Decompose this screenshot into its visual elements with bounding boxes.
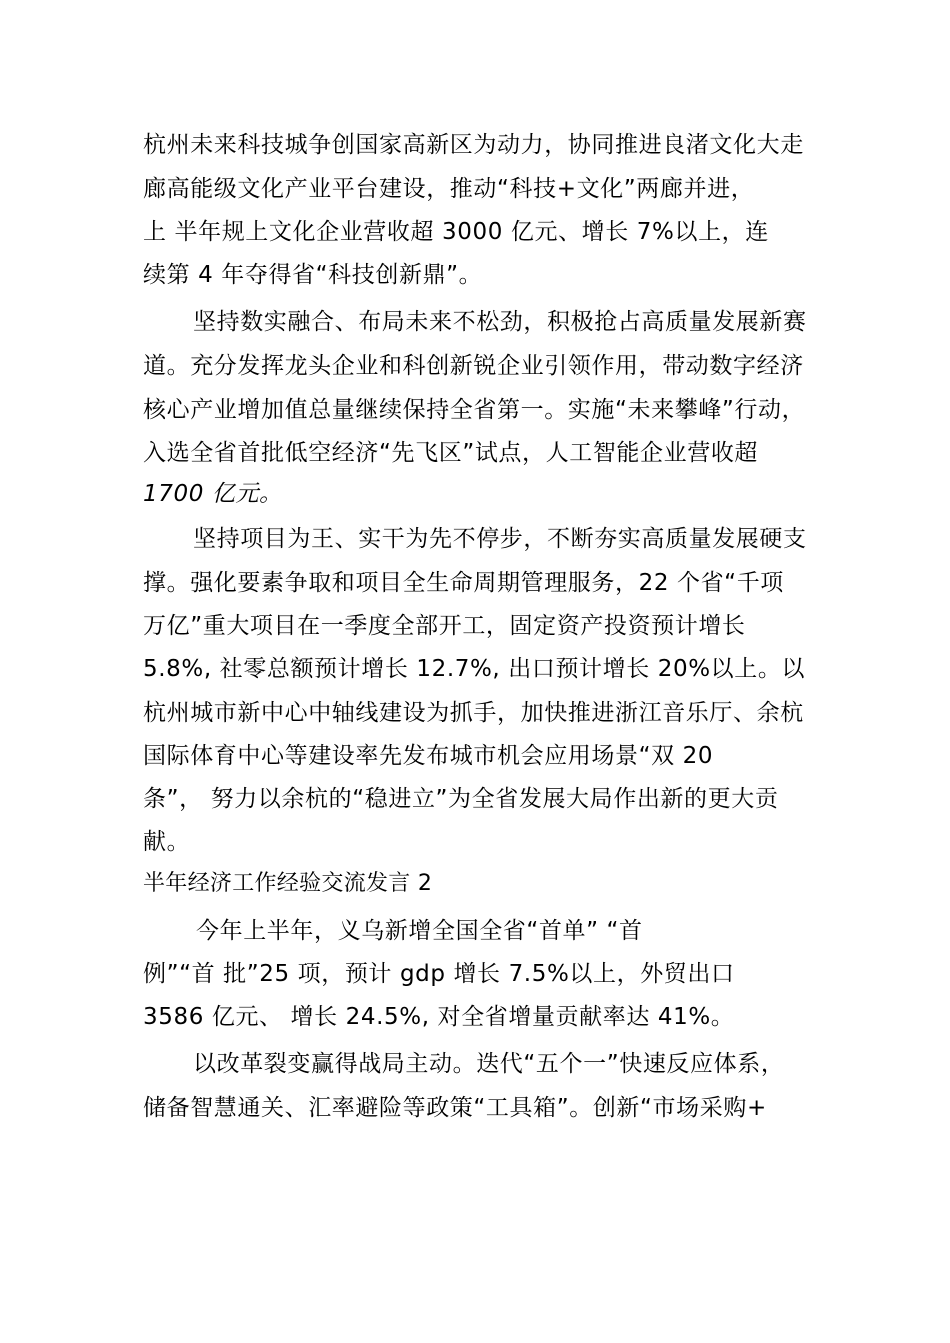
- paragraph-3-line-1: 坚持项目为王、实干为先不停步，不断夯实高质量发展硬支: [193, 526, 807, 552]
- paragraph-2-line-4: 入选全省首批低空经济“先飞区”试点，人工智能企业营收超: [143, 440, 759, 466]
- section-heading: 半年经济工作经验交流发言 2: [143, 871, 433, 896]
- paragraph-1-line-2: 廊高能级文化产业平台建设，推动“科技+文化”两廊并进，: [143, 176, 755, 202]
- paragraph-5-line-1: 以改革裂变赢得战局主动。迭代“五个一”快速反应体系，: [193, 1051, 785, 1077]
- paragraph-3-line-6: 国际体育中心等建设率先发布城市机会应用场景“双 20: [143, 743, 714, 769]
- paragraph-3-line-5: 杭州城市新中心中轴线建设为抓手，加快推进浙江音乐厅、余杭: [143, 700, 804, 726]
- paragraph-3-line-2: 撑。强化要素争取和项目全生命周期管理服务，22 个省“千项: [143, 570, 784, 596]
- paragraph-1-line-3: 上 半年规上文化企业营收超 3000 亿元、增长 7%以上，连: [143, 219, 769, 245]
- paragraph-3-line-4: 5.8%, 社零总额预计增长 12.7%, 出口预计增长 20%以上。以: [143, 656, 806, 682]
- paragraph-4-line-1: 今年上半年，义乌新增全国全省“首单” “首: [196, 918, 643, 944]
- paragraph-2-line-3: 核心产业增加值总量继续保持全省第一。实施“未来攀峰”行动，: [143, 397, 806, 423]
- paragraph-1-line-4: 续第 4 年夺得省“科技创新鼎”。: [143, 262, 483, 288]
- paragraph-3-line-7: 条”， 努力以余杭的“稳进立”为全省发展大局作出新的更大贡: [143, 786, 779, 812]
- paragraph-4-line-2: 例”“首 批”25 项，预计 gdp 增长 7.5%以上，外贸出口: [143, 961, 735, 987]
- paragraph-1-line-1: 杭州未来科技城争创国家高新区为动力，协同推进良渚文化大走: [143, 132, 804, 158]
- paragraph-2-line-5: 1700 亿元。: [143, 481, 283, 507]
- paragraph-4-line-3: 3586 亿元、 增长 24.5%, 对全省增量贡献率达 41%。: [143, 1004, 735, 1030]
- paragraph-3-line-8: 献。: [143, 829, 191, 855]
- paragraph-5-line-2: 储备智慧通关、汇率避险等政策“工具箱”。创新“市场采购+: [143, 1095, 767, 1121]
- paragraph-2-line-2: 道。充分发挥龙头企业和科创新锐企业引领作用，带动数字经济: [143, 353, 804, 379]
- paragraph-2-line-1: 坚持数实融合、布局未来不松劲，积极抢占高质量发展新赛: [193, 309, 807, 335]
- paragraph-3-line-3: 万亿”重大项目在一季度全部开工，固定资产投资预计增长: [143, 613, 746, 639]
